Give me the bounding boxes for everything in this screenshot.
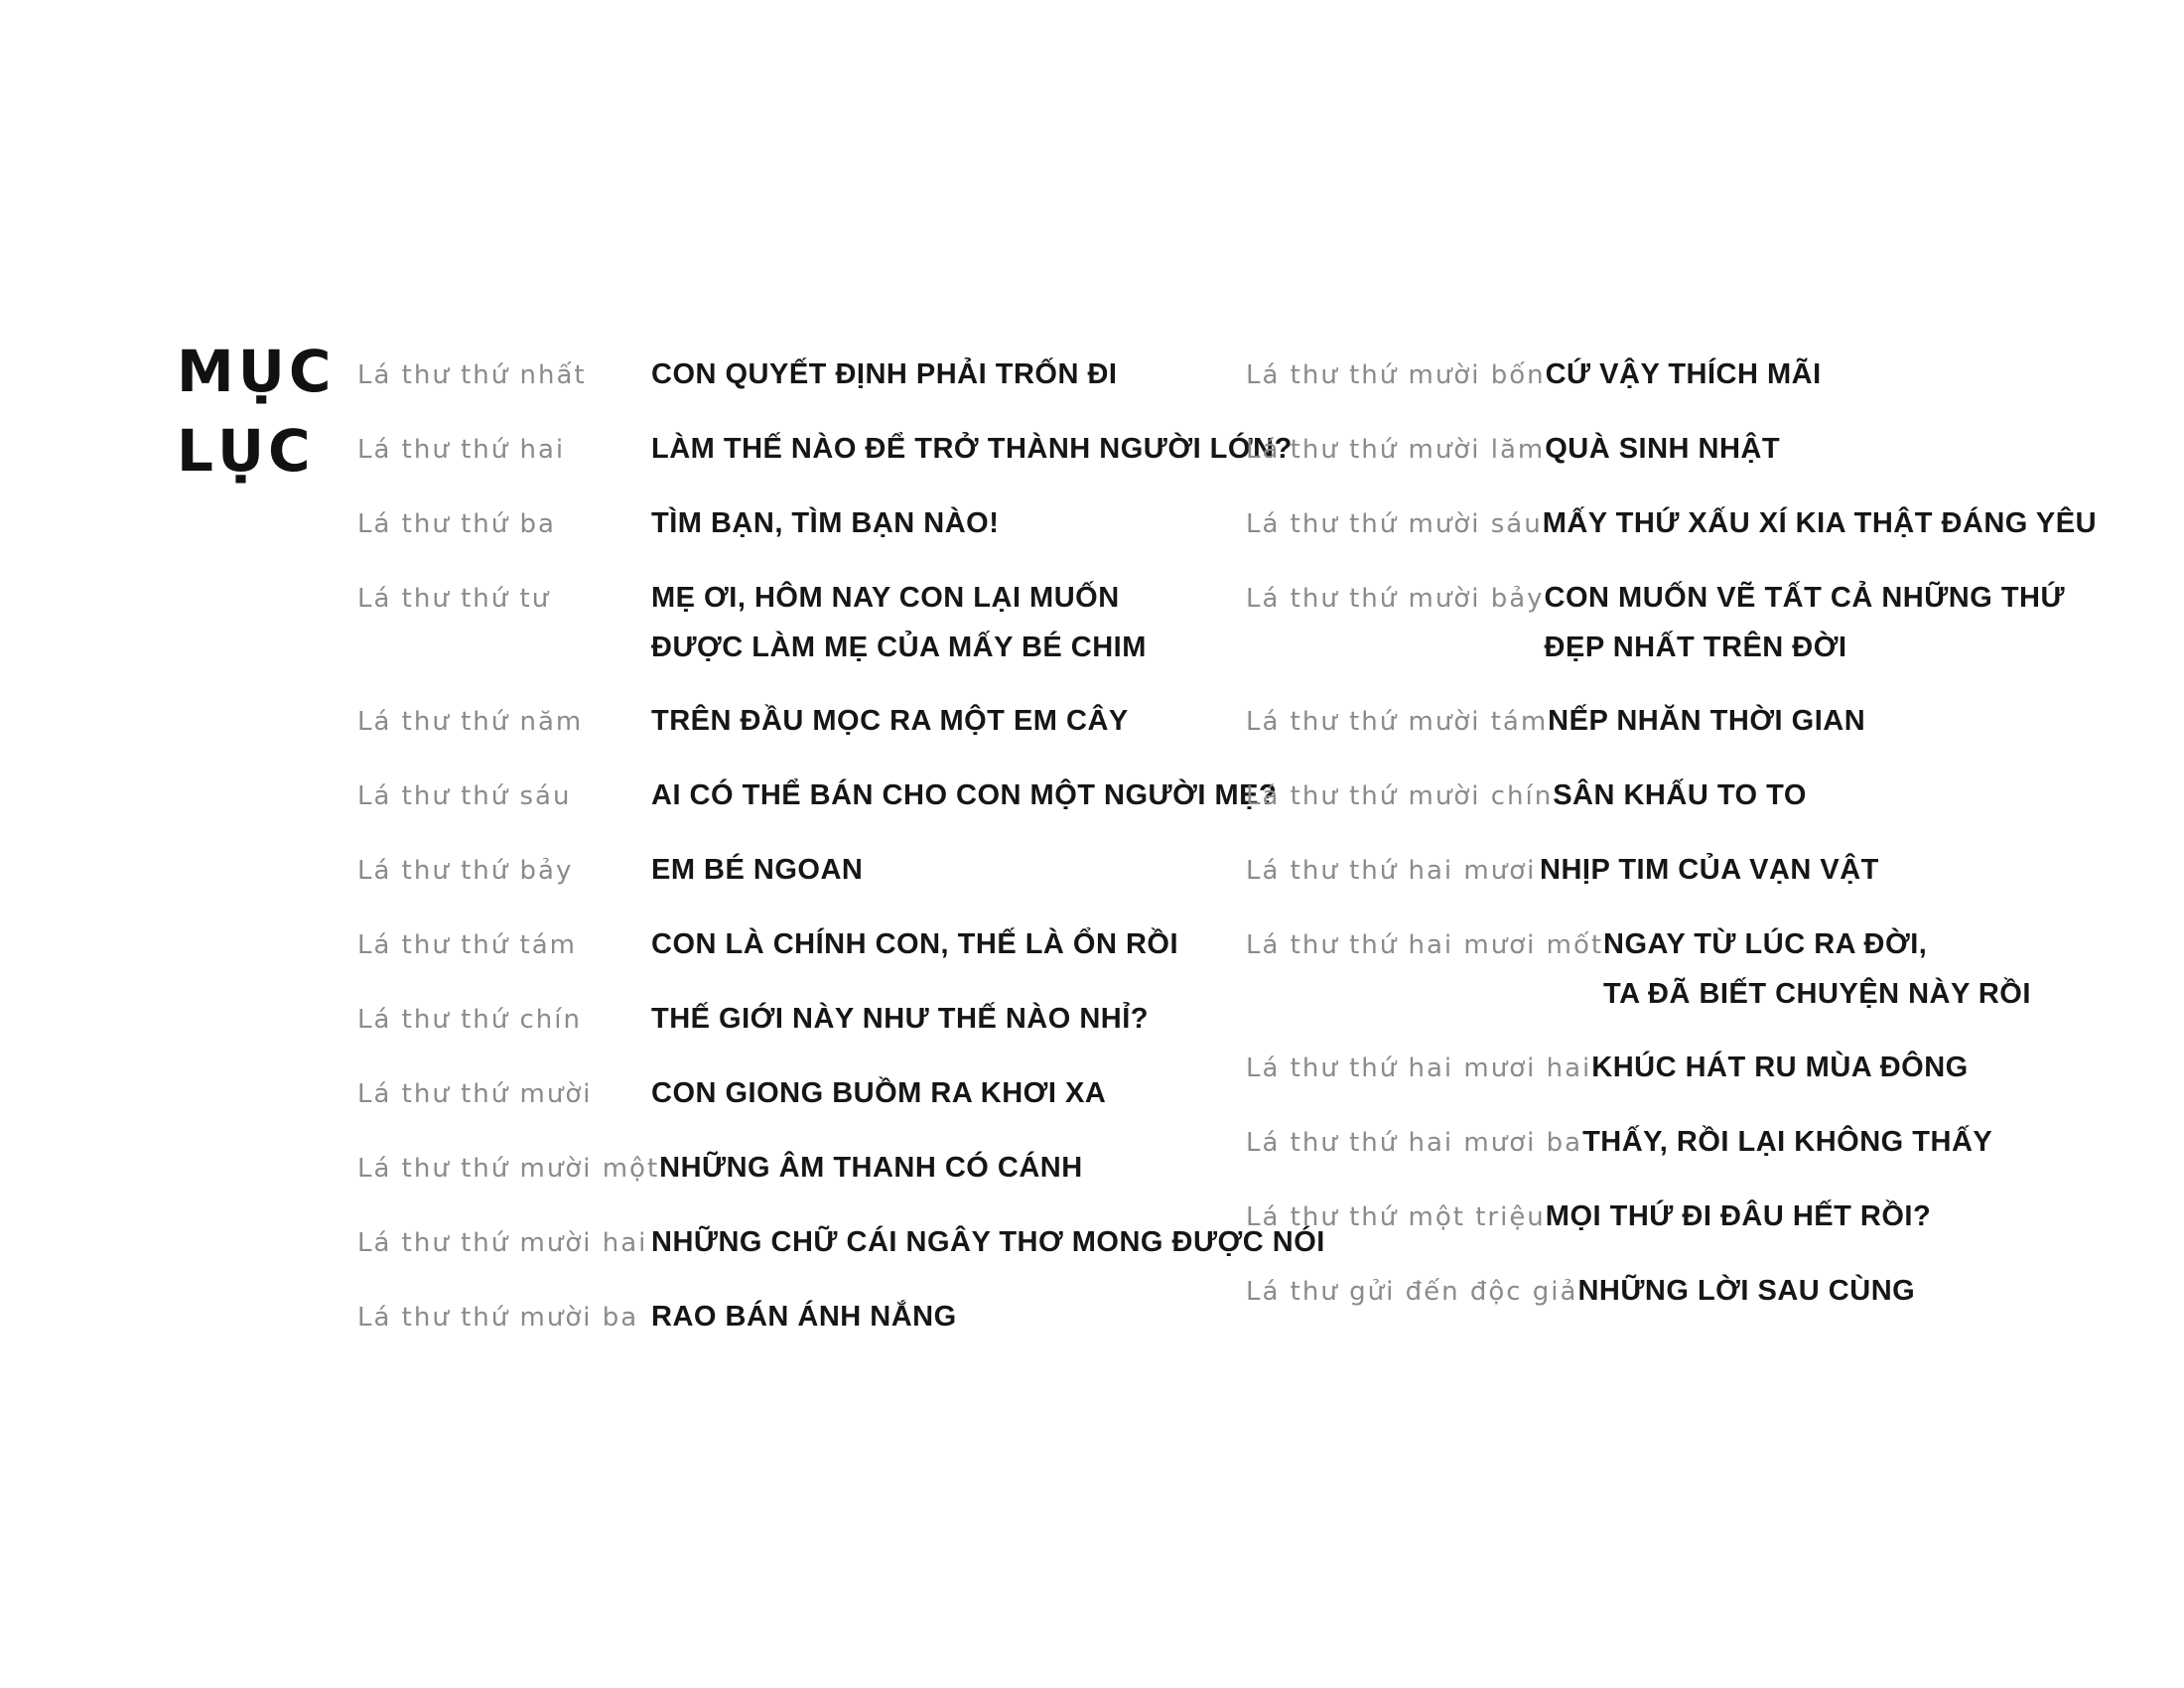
entry-title-line: ĐẸP NHẤT TRÊN ĐỜI [1544, 632, 1847, 663]
entry-title-line: RAO BÁN ÁNH NẮNG [651, 1301, 957, 1333]
toc-entry [357, 1292, 1251, 1342]
entry-chapter-title [1545, 424, 2184, 474]
entry-title-line: NHỮNG LỜI SAU CÙNG [1577, 1275, 1916, 1307]
toc-entry [1246, 424, 2184, 475]
toc-entry [357, 696, 1251, 747]
entry-title-line: NHỮNG CHỮ CÁI NGÂY THƠ MONG ĐƯỢC NÓI [651, 1226, 1325, 1258]
entry-chapter-title [1591, 1043, 2184, 1092]
toc-left-column [357, 350, 1325, 1366]
toc-entry [1246, 1192, 2184, 1242]
entry-letter-label: Lá thư thứ bảy [357, 856, 574, 886]
entry-letter-label: Lá thư thứ mười bốn [1246, 360, 1546, 390]
entry-title-line: THẾ GIỚI NÀY NHƯ THẾ NÀO NHỈ? [651, 1003, 1150, 1035]
toc-entry [357, 1217, 1325, 1268]
toc-entry [357, 350, 1251, 400]
entry-title-line: CON QUYẾT ĐỊNH PHẢI TRỐN ĐI [651, 358, 1118, 390]
entry-letter-label: Lá thư thứ mười hai [357, 1228, 648, 1258]
toc-entry [357, 1143, 1251, 1194]
toc-entry [357, 498, 1251, 549]
entry-title-line: MẸ ƠI, HÔM NAY CON LẠI MUỐN [651, 582, 1120, 614]
entry-chapter-title [651, 350, 1251, 399]
entry-chapter-title [651, 771, 1277, 820]
toc-entry [1246, 350, 2184, 400]
toc-entry [1246, 498, 2184, 549]
entry-chapter-title [1553, 771, 2184, 820]
entry-letter-label: Lá thư thứ mười chín [1246, 781, 1554, 811]
entry-letter-label: Lá thư thứ hai mươi mốt [1246, 930, 1604, 960]
entry-chapter-title [1546, 1192, 2184, 1241]
entry-letter-label: Lá thư thứ một triệu [1246, 1202, 1546, 1232]
entry-title-line: TÌM BẠN, TÌM BẠN NÀO! [651, 507, 1000, 539]
entry-chapter-title [651, 573, 1251, 672]
entry-chapter-title [651, 498, 1251, 548]
entry-title-line: EM BÉ NGOAN [651, 854, 864, 886]
entry-title-line: NẾP NHĂN THỜI GIAN [1548, 705, 1866, 737]
entry-title-line: TA ĐÃ BIẾT CHUYỆN NÀY RỒI [1603, 978, 2031, 1010]
toc-entry [1246, 845, 2184, 896]
toc-entry [357, 1068, 1251, 1119]
entry-chapter-title [659, 1143, 1251, 1193]
entry-chapter-title [651, 1068, 1251, 1118]
entry-letter-label: Lá thư thứ ba [357, 509, 556, 539]
entry-chapter-title [1540, 845, 2184, 895]
entry-chapter-title [1543, 498, 2184, 548]
toc-entry [357, 845, 1251, 896]
page-title-line-2: LỤC [177, 417, 315, 485]
entry-title-line: QUÀ SINH NHẬT [1545, 433, 1781, 465]
entry-letter-label: Lá thư thứ mười sáu [1246, 509, 1543, 539]
entry-title-line: TRÊN ĐẦU MỌC RA MỘT EM CÂY [651, 705, 1129, 737]
entry-letter-label: Lá thư thứ hai mươi ba [1246, 1128, 1583, 1158]
entry-chapter-title [1546, 350, 2184, 399]
entry-title-line: ĐƯỢC LÀM MẸ CỦA MẤY BÉ CHIM [651, 632, 1147, 663]
entry-chapter-title [651, 1292, 1251, 1341]
entry-title-line: CỨ VẬY THÍCH MÃI [1545, 358, 1822, 390]
toc-entry [1246, 1043, 2184, 1093]
toc-entry [357, 919, 1251, 970]
entry-chapter-title [651, 845, 1251, 895]
entry-letter-label: Lá thư thứ mười lăm [1246, 435, 1546, 465]
toc-entry [357, 771, 1278, 821]
entry-chapter-title [1603, 919, 2184, 1019]
toc-entry [357, 573, 1251, 672]
toc-right-column [1246, 350, 2184, 1340]
toc-entry [1246, 771, 2184, 821]
entry-title-line: MẤY THỨ XẤU XÍ KIA THẬT ĐÁNG YÊU [1542, 507, 2098, 539]
toc-entry [1246, 919, 2184, 1019]
toc-entry [1246, 696, 2184, 747]
entry-letter-label: Lá thư thứ tám [357, 930, 577, 960]
entry-letter-label: Lá thư thứ mười ba [357, 1303, 639, 1333]
entry-title-line: NHỮNG ÂM THANH CÓ CÁNH [659, 1152, 1083, 1184]
entry-letter-label: Lá thư thứ chín [357, 1005, 582, 1035]
toc-entry [1246, 1117, 2184, 1168]
entry-letter-label: Lá thư thứ tư [357, 584, 551, 614]
entry-chapter-title [651, 1217, 1325, 1267]
entry-letter-label: Lá thư thứ hai mươi [1246, 856, 1537, 886]
entry-letter-label: Lá thư thứ sáu [357, 781, 572, 811]
toc-entry [357, 424, 1293, 475]
entry-chapter-title [651, 424, 1293, 474]
entry-title-line: MỌI THỨ ĐI ĐÂU HẾT RỒI? [1545, 1200, 1932, 1232]
entry-title-line: KHÚC HÁT RU MÙA ĐÔNG [1591, 1052, 1969, 1083]
entry-chapter-title [651, 994, 1251, 1044]
entry-chapter-title [1548, 696, 2184, 746]
entry-letter-label: Lá thư thứ mười bảy [1246, 584, 1545, 614]
entry-letter-label: Lá thư thứ hai [357, 435, 566, 465]
page-title [177, 332, 335, 491]
entry-letter-label: Lá thư thứ mười một [357, 1154, 660, 1184]
entry-chapter-title [651, 919, 1251, 969]
entry-letter-label: Lá thư thứ hai mươi hai [1246, 1054, 1592, 1083]
entry-title-line: CON LÀ CHÍNH CON, THẾ LÀ ỔN RỒI [651, 928, 1179, 960]
entry-title-line: THẤY, RỒI LẠI KHÔNG THẤY [1582, 1126, 1993, 1158]
entry-title-line: NHỊP TIM CỦA VẠN VẬT [1540, 854, 1879, 886]
toc-entry [357, 994, 1251, 1045]
entry-chapter-title [1545, 573, 2184, 672]
entry-letter-label: Lá thư thứ mười [357, 1079, 593, 1109]
entry-letter-label: Lá thư thứ mười tám [1246, 707, 1549, 737]
toc-entry [1246, 1266, 2184, 1317]
entry-title-line: LÀM THẾ NÀO ĐỂ TRỞ THÀNH NGƯỜI LỚN? [651, 433, 1293, 465]
entry-title-line: CON MUỐN VẼ TẤT CẢ NHỮNG THỨ [1544, 582, 2066, 614]
entry-title-line: AI CÓ THỂ BÁN CHO CON MỘT NGƯỜI MẸ? [651, 779, 1278, 811]
entry-letter-label: Lá thư thứ năm [357, 707, 584, 737]
entry-chapter-title [651, 696, 1251, 746]
entry-title-line: CON GIONG BUỒM RA KHƠI XA [651, 1077, 1107, 1109]
entry-letter-label: Lá thư thứ nhất [357, 360, 587, 390]
entry-title-line: SÂN KHẤU TO TO [1553, 779, 1807, 811]
entry-chapter-title [1582, 1117, 2184, 1167]
page-title-line-1: MỤC [177, 338, 336, 405]
entry-letter-label: Lá thư gửi đến độc giả [1246, 1277, 1578, 1307]
entry-title-line: NGAY TỪ LÚC RA ĐỜI, [1603, 928, 1928, 960]
entry-chapter-title [1577, 1266, 2184, 1316]
toc-entry [1246, 573, 2184, 672]
